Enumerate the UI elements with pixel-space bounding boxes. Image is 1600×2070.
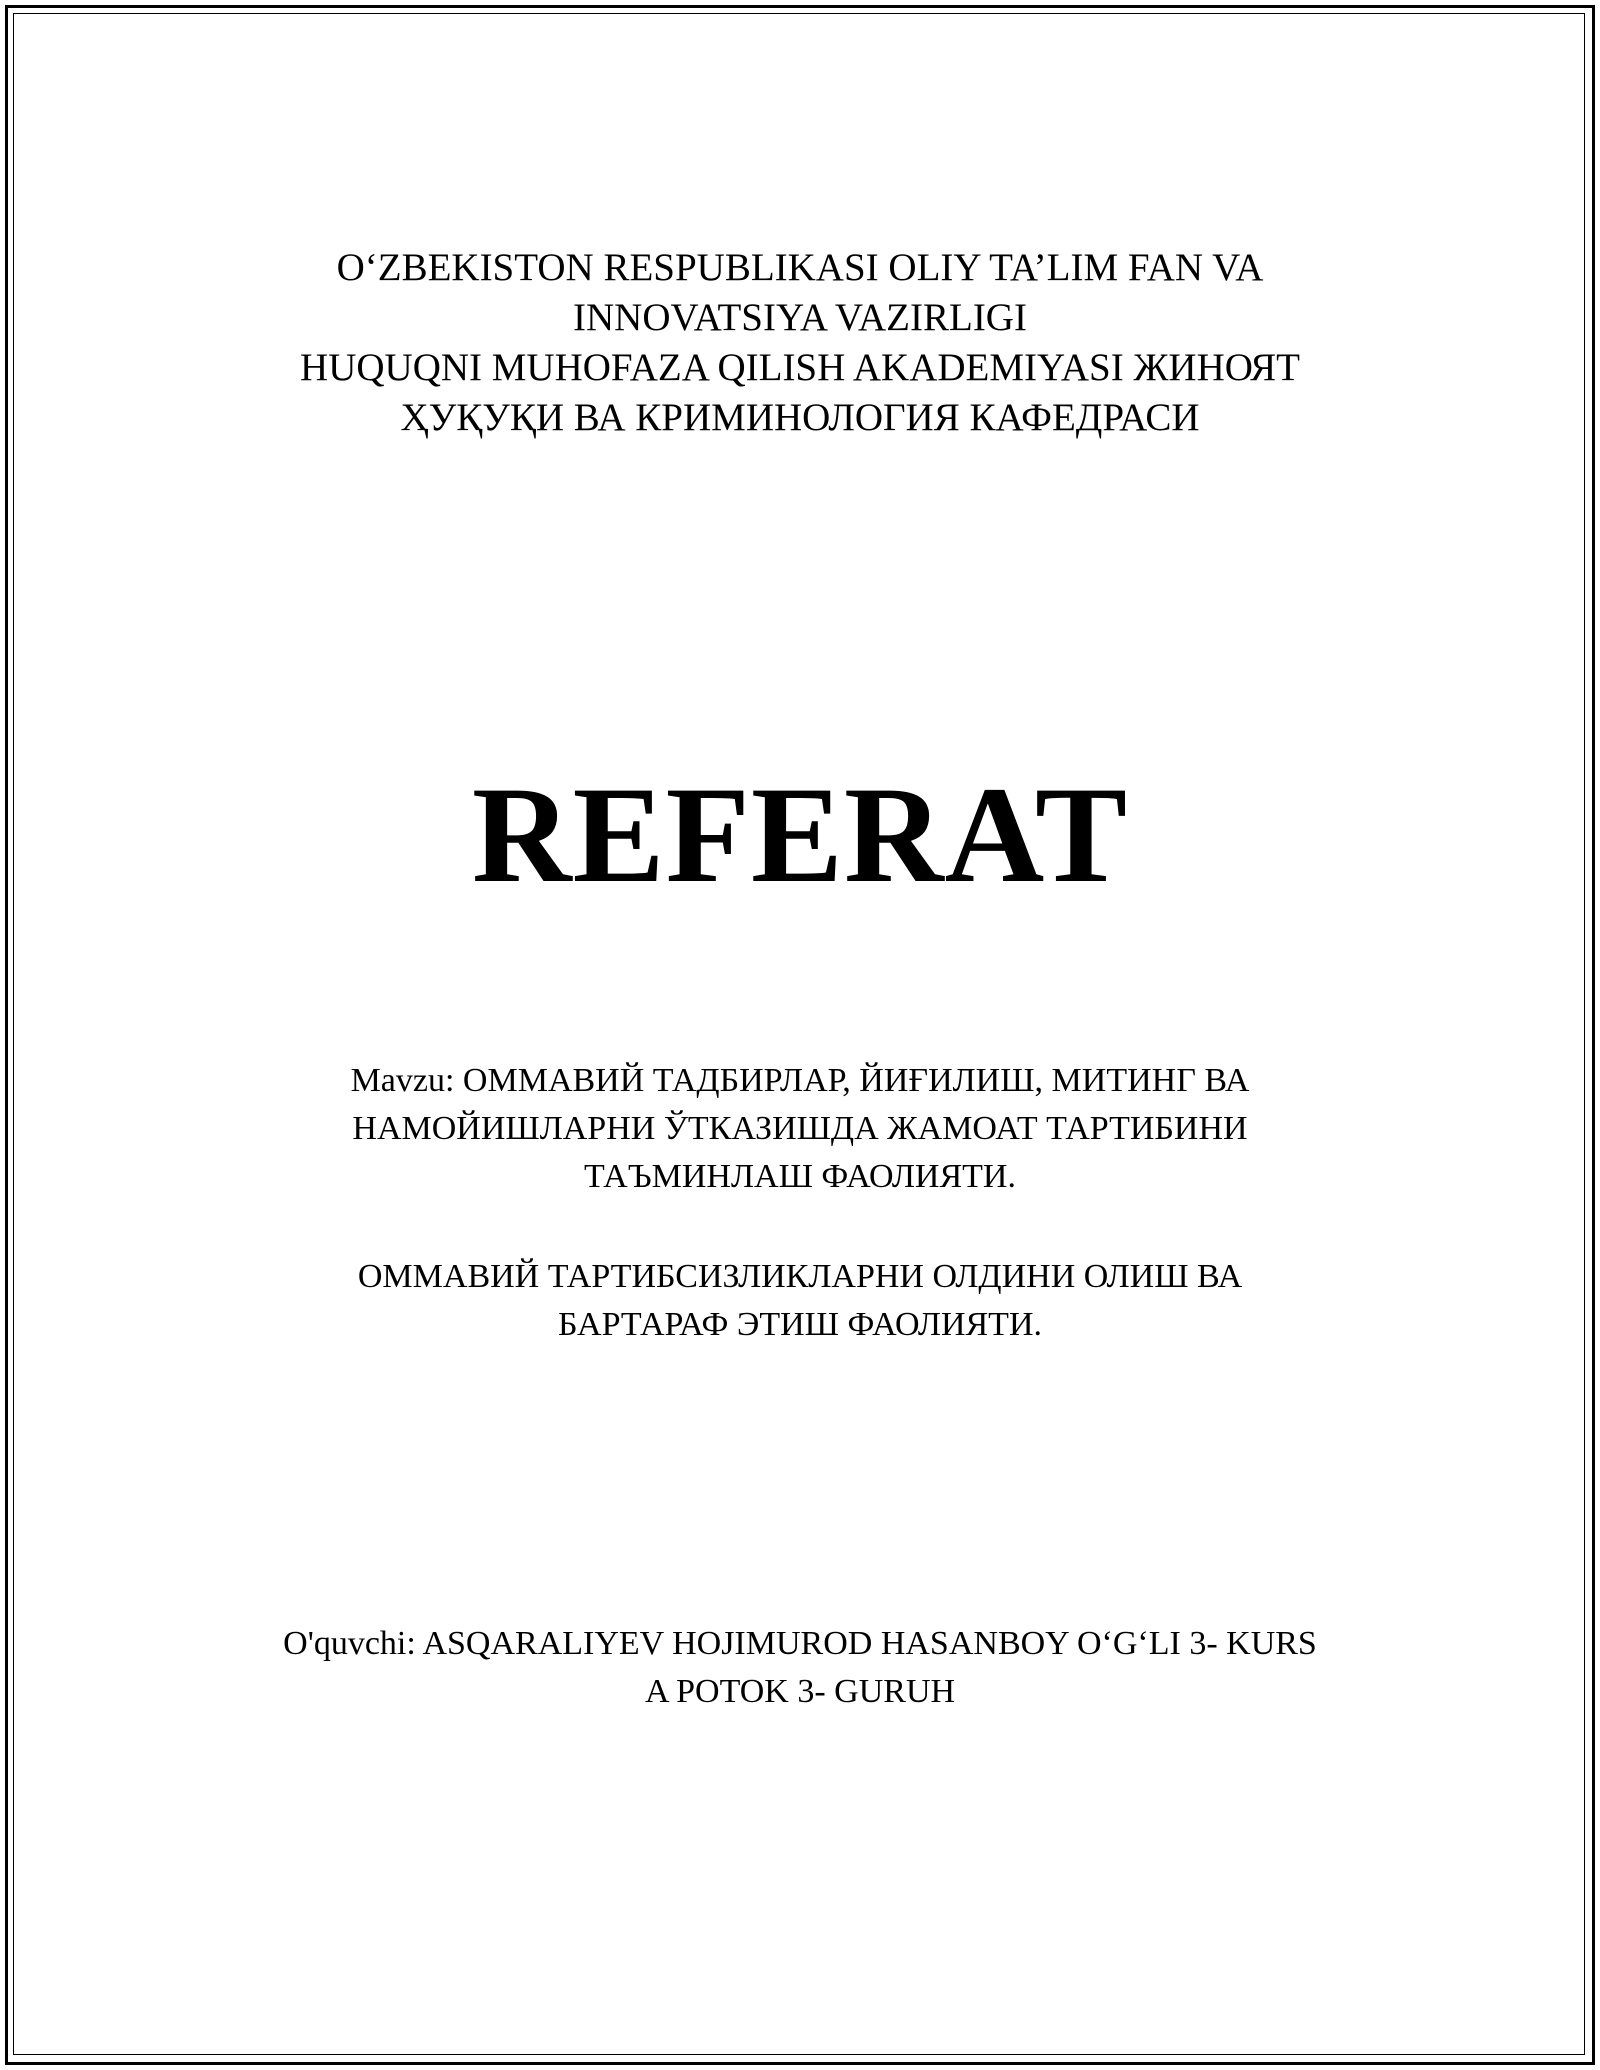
student-info bbox=[0, 1620, 1600, 1716]
topic-line-3: ТАЪМИНЛАШ ФАОЛИЯТИ. bbox=[584, 1158, 1016, 1195]
header-line-3: HUQUQNI MUHOFAZA QILISH AKADEMIYASI ЖИНОЯТ bbox=[300, 346, 1300, 389]
student-line-2: A POTOK 3- GURUH bbox=[644, 1673, 956, 1710]
topic-line-2: НАМОЙИШЛАРНИ ЎТКАЗИШДА ЖАМОАТ ТАРТИБИНИ bbox=[352, 1110, 1248, 1147]
document-title: REFERAT bbox=[471, 758, 1129, 911]
header-line-4: ҲУҚУҚИ ВА КРИМИНОЛОГИЯ КАФЕДРАСИ bbox=[400, 396, 1200, 439]
student-line-1: O'quvchi: ASQARALIYEV HOJIMUROD HASANBOY O‘G‘LI 3- KURS bbox=[283, 1625, 1317, 1662]
topic-block bbox=[0, 1057, 1600, 1201]
topic-second-block bbox=[0, 1253, 1600, 1349]
topic2-line-2: БАРТАРАФ ЭТИШ ФАОЛИЯТИ. bbox=[557, 1306, 1043, 1343]
institution-header bbox=[0, 243, 1600, 443]
topic2-line-1: ОММАВИЙ ТАРТИБСИЗЛИКЛАРНИ ОЛДИНИ ОЛИШ ВА bbox=[357, 1258, 1243, 1295]
topic-line-1: Mavzu: ОММАВИЙ ТАДБИРЛАР, ЙИҒИЛИШ, МИТИНГ ВА bbox=[350, 1062, 1250, 1099]
header-line-1: O‘ZBEKISTON RESPUBLIKASI OLIY TA’LIM FAN VA bbox=[336, 246, 1264, 289]
header-line-2: INNOVATSIYA VAZIRLIGI bbox=[573, 296, 1027, 339]
